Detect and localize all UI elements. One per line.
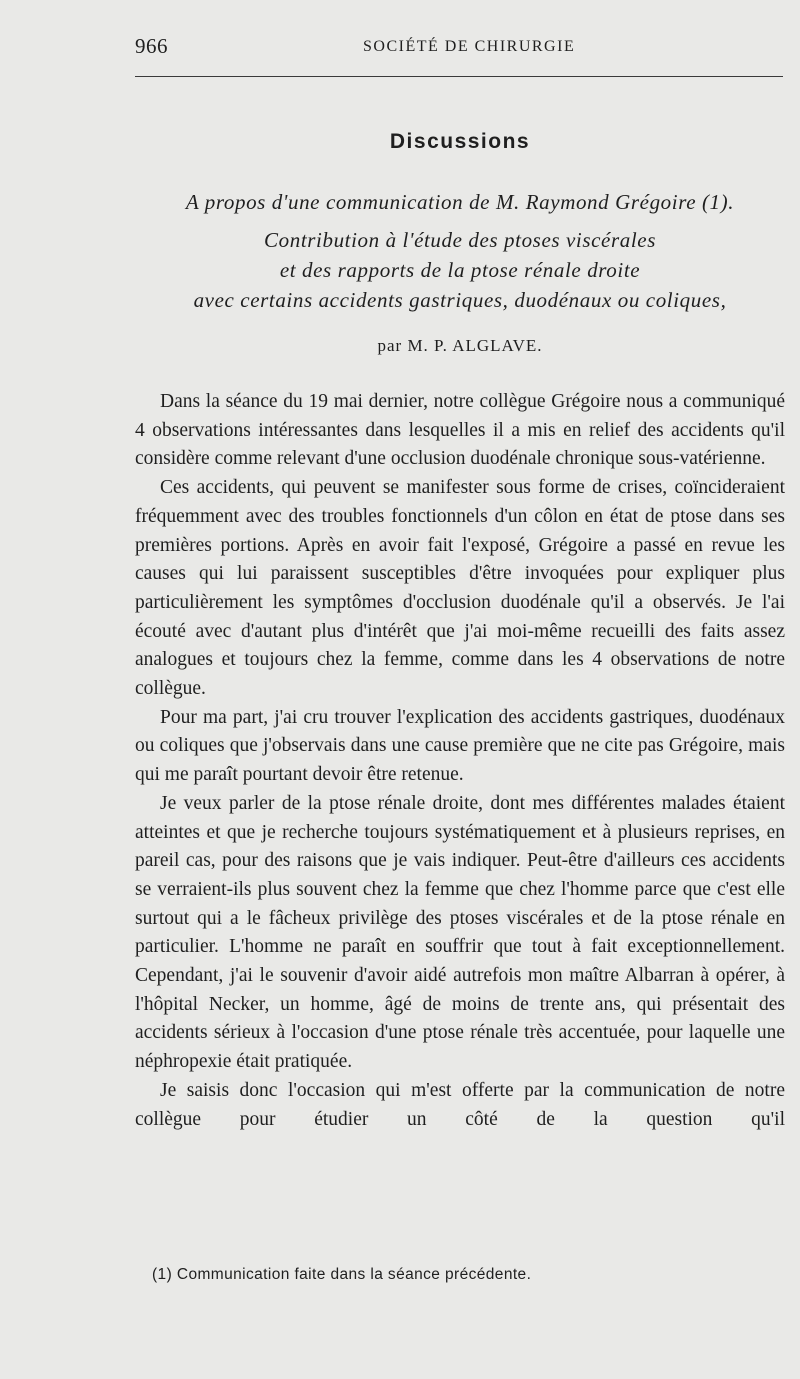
heading-line-4: avec certains accidents gastriques, duodénaux ou coliques, — [193, 288, 727, 312]
page-header — [135, 34, 785, 64]
footnote: (1) Communication faite dans la séance précédente. — [152, 1266, 532, 1283]
header-rule — [135, 76, 783, 77]
author-line: par M. P. ALGLAVE. — [377, 336, 543, 355]
paragraph-4: Je veux parler de la ptose rénale droite, dont mes différentes malades étaient atteintes et que je recherche toujours systématiquement et à plusieurs reprises, en pareil cas, pour des raisons que je vais indiquer. Peut-être d'ailleurs ces accidents se verraient-ils plus souvent chez la femme que chez l'homme parce que c'est elle surtout qui a le fâcheux privilège des ptoses viscérales et de la ptose rénale en particulier. L'homme ne paraît en souffrir que tout à fait exceptionnellement. Cependant, j'ai le souvenir d'avoir aidé autrefois mon maître Albarran à opérer, à l'hôpital Necker, un homme, âgé de moins de trente ans, qui présentait des accidents sérieux à l'occasion d'une ptose rénale très accentuée, pour laquelle une néphropexie était pratiquée. — [135, 792, 785, 1073]
paragraph-2: Ces accidents, qui peuvent se manifester sous forme de crises, coïncideraient fréquemment avec des troubles fonctionnels d'un côlon en état de ptose dans ses premières portions. Après en avoir fait l'exposé, Grégoire a passé en revue les causes qui lui paraissent susceptibles d'être invoquées pour expliquer plus particulièrement les symptômes d'occlusion duodénale qu'il a observés. Je l'ai écouté avec d'autant plus d'intérêt que j'ai moi-même recueilli des faits assez analogues et toujours chez la femme, comme dans les 4 observations de notre collègue. — [135, 477, 785, 700]
heading-line-1: A propos d'une communication de M. Raymond Grégoire (1). — [185, 190, 735, 214]
heading-line-2: Contribution à l'étude des ptoses viscérales — [264, 228, 656, 252]
body-text — [135, 388, 785, 1134]
page-number: 966 — [135, 34, 168, 58]
paragraph-3: Pour ma part, j'ai cru trouver l'explication des accidents gastriques, duodénaux ou coliques que j'observais dans une cause première que ne cite pas Grégoire, mais qui me paraît pourtant devoir être retenue. — [135, 706, 785, 786]
paragraph-5: Je saisis donc l'occasion qui m'est offerte par la communication de notre collègue pour étudier un côté de la question qu'il — [135, 1079, 785, 1130]
paragraph-1: Dans la séance du 19 mai dernier, notre collègue Grégoire nous a communiqué 4 observations intéressantes dans lesquelles il a mis en relief des accidents qu'il considère comme relevant d'une occlusion duodénale chronique sous-vatérienne. — [135, 391, 785, 470]
heading-line-3: et des rapports de la ptose rénale droite — [279, 258, 641, 282]
section-title: Discussions — [389, 130, 531, 153]
running-title: SOCIÉTÉ DE CHIRURGIE — [363, 38, 576, 55]
